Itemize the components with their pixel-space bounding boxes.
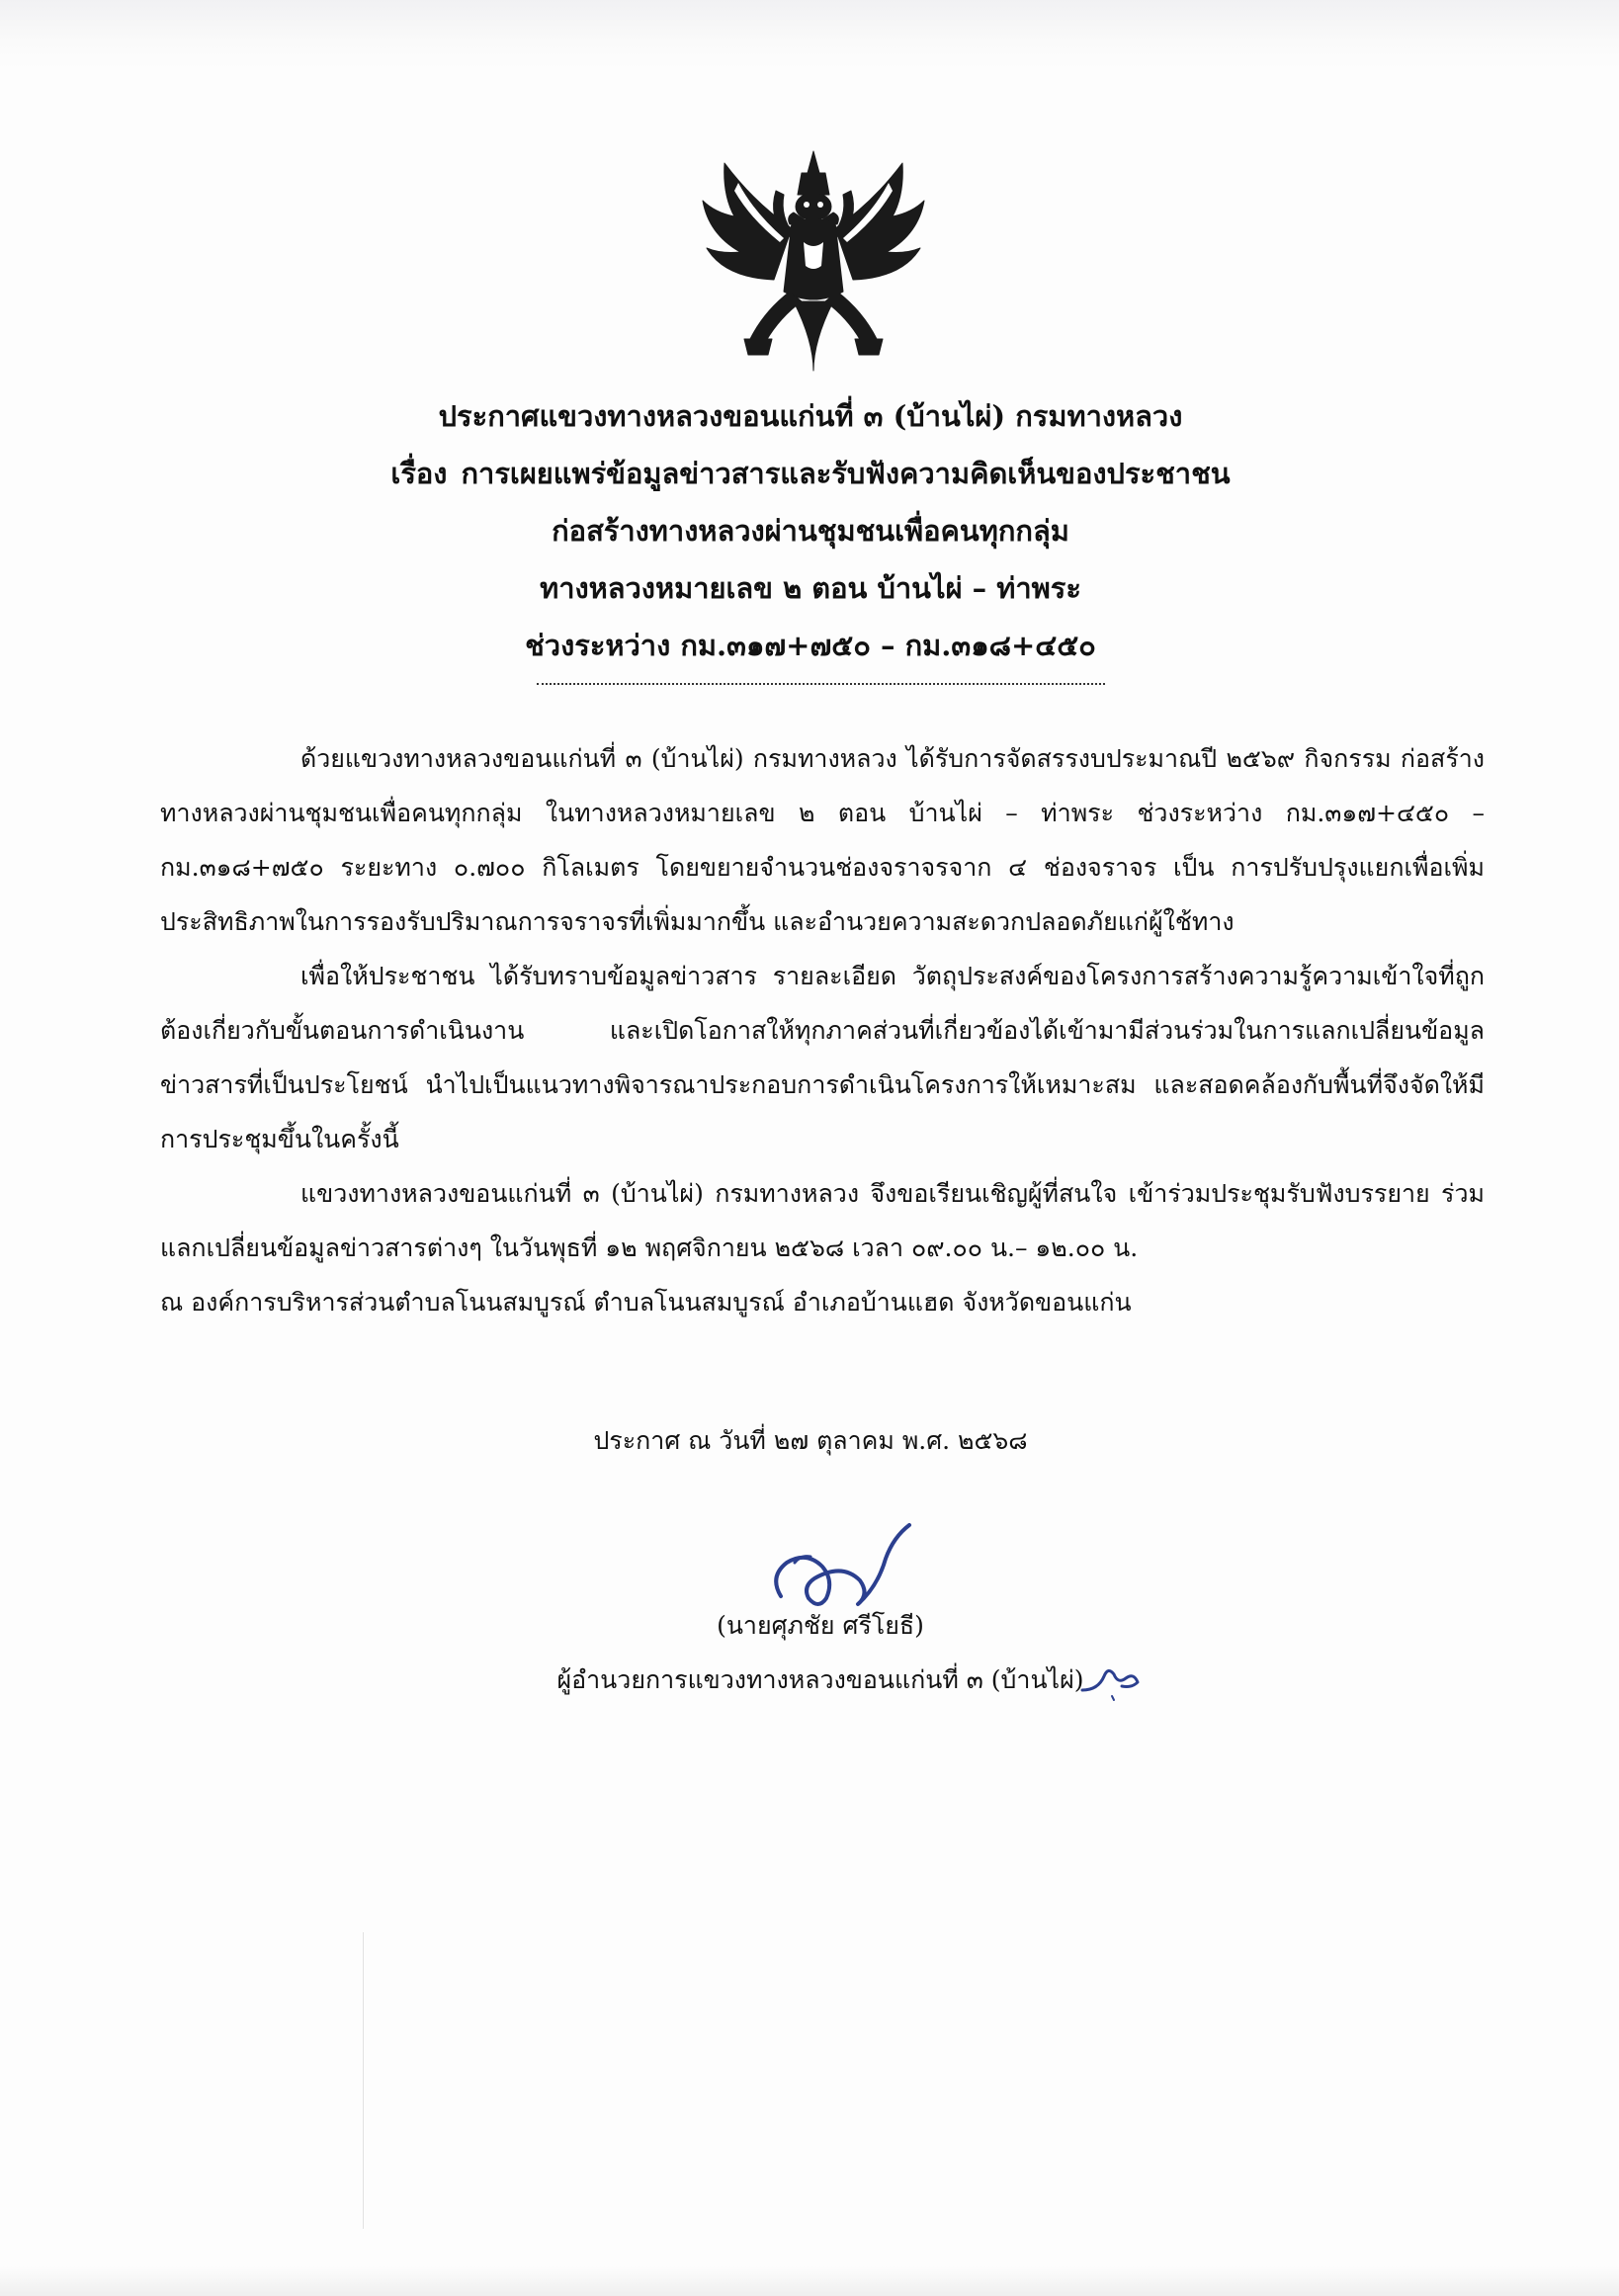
signature-block [425, 1507, 1216, 1707]
handwritten-initials-icon [1078, 1657, 1144, 1702]
body-paragraph-3: แขวงทางหลวงขอนแก่นที่ ๓ (บ้านไผ่) กรมทางหลวง จึงขอเรียนเชิญผู้ที่สนใจ เข้าร่วมประชุมรับฟังบรรยาย ร่วมแลกเปลี่ยนข้อมูลข่าวสารต่างๆ ในวันพุธที่ ๑๒ พฤศจิกายน ๒๕๖๘ เวลา ๐๙.๐๐ น.– ๑๒.๐๐ น. [160, 1179, 1485, 1262]
project-name: ก่อสร้างทางหลวงผ่านชุมชนเพื่อคนทุกกลุ่ม [552, 514, 1069, 548]
subject-label: เรื่อง [390, 457, 448, 490]
body-paragraph-1: ด้วยแขวงทางหลวงขอนแก่นที่ ๓ (บ้านไผ่) กรมทางหลวง ได้รับการจัดสรรงบประมาณปี ๒๕๖๙ กิจกรรม ก่อสร้างทางหลวงผ่านชุมชนเพื่อคนทุกกลุ่ม ในทางหลวงหมายเลข ๒ ตอน บ้านไผ่ – ท่าพระ ช่วงระหว่าง กม.๓๑๗+๔๕๐ – กม.๓๑๘+๗๕๐ ระยะทาง ๐.๗๐๐ กิโลเมตร โดยขยายจำนวนช่องจราจรจาก ๔ ช่องจราจร เป็น การปรับปรุงแยกเพื่อเพิ่มประสิทธิภาพในการรองรับปริมาณการจราจรที่เพิ่มมากขึ้น และอำนวยความสะดวกปลอดภัยแก่ผู้ใช้ทาง [160, 744, 1485, 936]
announcement-body [160, 731, 1485, 1329]
km-range: ช่วงระหว่าง กม.๓๑๗+๗๕๐ – กม.๓๑๘+๔๕๐ [525, 629, 1096, 662]
announcement-subject [178, 445, 1443, 502]
meeting-venue: ณ องค์การบริหารส่วนตำบลโนนสมบูรณ์ ตำบลโนนสมบูรณ์ อำเภอบ้านแฮด จังหวัดขอนแก่น [160, 1288, 1132, 1317]
signatory-name: (นายศุภชัย ศรีโยธี) [717, 1611, 924, 1640]
announcement-header [178, 387, 1443, 674]
scan-artifact-line [363, 1932, 364, 2229]
body-paragraph-2: เพื่อให้ประชาชน ได้รับทราบข้อมูลข่าวสาร รายละเอียด วัตถุประสงค์ของโครงการสร้างความรู้ความเข้าใจที่ถูกต้องเกี่ยวกับขั้นตอนการดำเนินงาน และเปิดโอกาสให้ทุกภาคส่วนที่เกี่ยวข้องได้เข้ามามีส่วนร่วมในการแลกเปลี่ยนข้อมูลข่าวสารที่เป็นประโยชน์ นำไปเป็นแนวทางพิจารณาประกอบการดำเนินโครงการให้เหมาะสม และสอดคล้องกับพื้นที่จึงจัดให้มีการประชุมขึ้นในครั้งนี้ [160, 962, 1485, 1153]
garuda-emblem-icon [695, 143, 932, 376]
highway-section: ทางหลวงหมายเลข ๒ ตอน บ้านไผ่ – ท่าพระ [540, 571, 1081, 605]
signatory-title [556, 1653, 1083, 1707]
announcement-date: ประกาศ ณ วันที่ ๒๗ ตุลาคม พ.ศ. ๒๕๖๘ [593, 1426, 1028, 1455]
subject-text: การเผยแพร่ข้อมูลข่าวสารและรับฟังความคิดเห็นของประชาชน [461, 457, 1231, 490]
scan-shadow-bottom [0, 2266, 1619, 2296]
dotted-divider [537, 683, 1105, 685]
signatory-title-text: ผู้อำนวยการแขวงทางหลวงขอนแก่นที่ ๓ (บ้านไผ่) [556, 1665, 1084, 1694]
announcement-title: ประกาศแขวงทางหลวงขอนแก่นที่ ๓ (บ้านไผ่) กรมทางหลวง [438, 399, 1183, 433]
scan-shadow-top [0, 0, 1619, 69]
